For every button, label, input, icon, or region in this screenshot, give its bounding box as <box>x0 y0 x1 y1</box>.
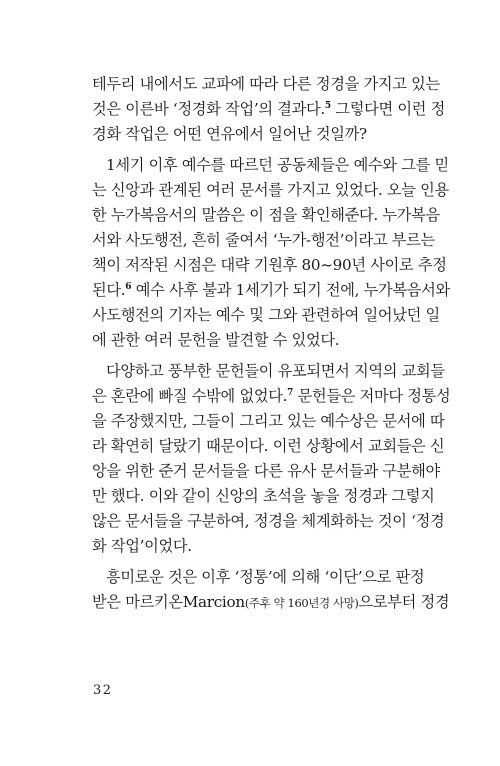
body-line-8: 책이 저작된 시점은 대략 기원후 80~90년 사이로 추정 <box>92 256 447 274</box>
body-line-12: 다양하고 풍부한 문헌들이 유포되면서 지역의 교회들 <box>106 362 445 380</box>
body-line-18: 않은 문서들을 구분하여, 정경을 체계화하는 것이 ‘정경 <box>92 512 445 530</box>
footnote-marker-5: 5 <box>324 100 331 111</box>
body-line-1: 테두리 내에서도 교파에 따라 다른 정경을 가지고 있는 <box>92 75 440 93</box>
body-line-19: 화 작업’이었다. <box>92 537 192 555</box>
body-line-15: 라 확연히 달랐기 때문이다. 이런 상황에서 교회들은 신 <box>92 437 445 455</box>
body-line-10: 사도행전의 기자는 예수 및 그와 관련하여 일어났던 일 <box>92 306 440 324</box>
body-line-3: 경화 작업은 어떤 연유에서 일어난 것일까? <box>92 125 367 143</box>
body-line-6: 한 누가복음서의 말씀은 이 점을 확인해준다. 누가복음 <box>92 206 440 224</box>
parenthetical-note: (주후 약 160년경 사망) <box>244 596 359 610</box>
body-line-16: 앙을 위한 준거 문서들을 다른 유사 문서들과 구분해야 <box>92 462 440 480</box>
body-line-9: 된다.$^6$ 예수 사후 불과 1세기가 되기 전에, 누가복음서와 <box>92 281 450 299</box>
body-line-14: 을 주장했지만, 그들이 그리고 있는 예수상은 문서에 따 <box>92 412 445 430</box>
body-line-2: 것은 이른바 ‘정경화 작업’의 결과다.$^5$ 그렇다면 이런 정 <box>92 100 446 118</box>
body-line-4: 1세기 이후 예수를 따르던 공동체들은 예수와 그를 믿 <box>106 156 449 174</box>
footnote-marker-7: 7 <box>287 387 294 398</box>
body-line-11: 에 관한 여러 문헌을 발견할 수 있었다. <box>92 331 340 349</box>
body-line-7: 서와 사도행전, 흔히 줄여서 ‘누가-행전’이라고 부르는 <box>92 231 435 249</box>
body-line-5: 는 신앙과 관계된 여러 문서를 가지고 있었다. 오늘 인용 <box>92 181 449 199</box>
body-line-20: 흥미로운 것은 이후 ‘정통’에 의해 ‘이단’으로 판정 <box>106 568 425 586</box>
body-line-13: 은 혼란에 빠질 수밖에 없었다.$^7$ 문헌들은 저마다 정통성 <box>92 387 451 405</box>
footnote-marker-6: 6 <box>125 281 132 292</box>
body-line-21: 받은 마르키온Marcion(주후 약 160년경 사망)으로부터 정경 <box>92 593 450 611</box>
page-number: 32 <box>93 683 113 698</box>
body-line-17: 만 했다. 이와 같이 신앙의 초석을 놓을 정경과 그렇지 <box>92 487 435 505</box>
